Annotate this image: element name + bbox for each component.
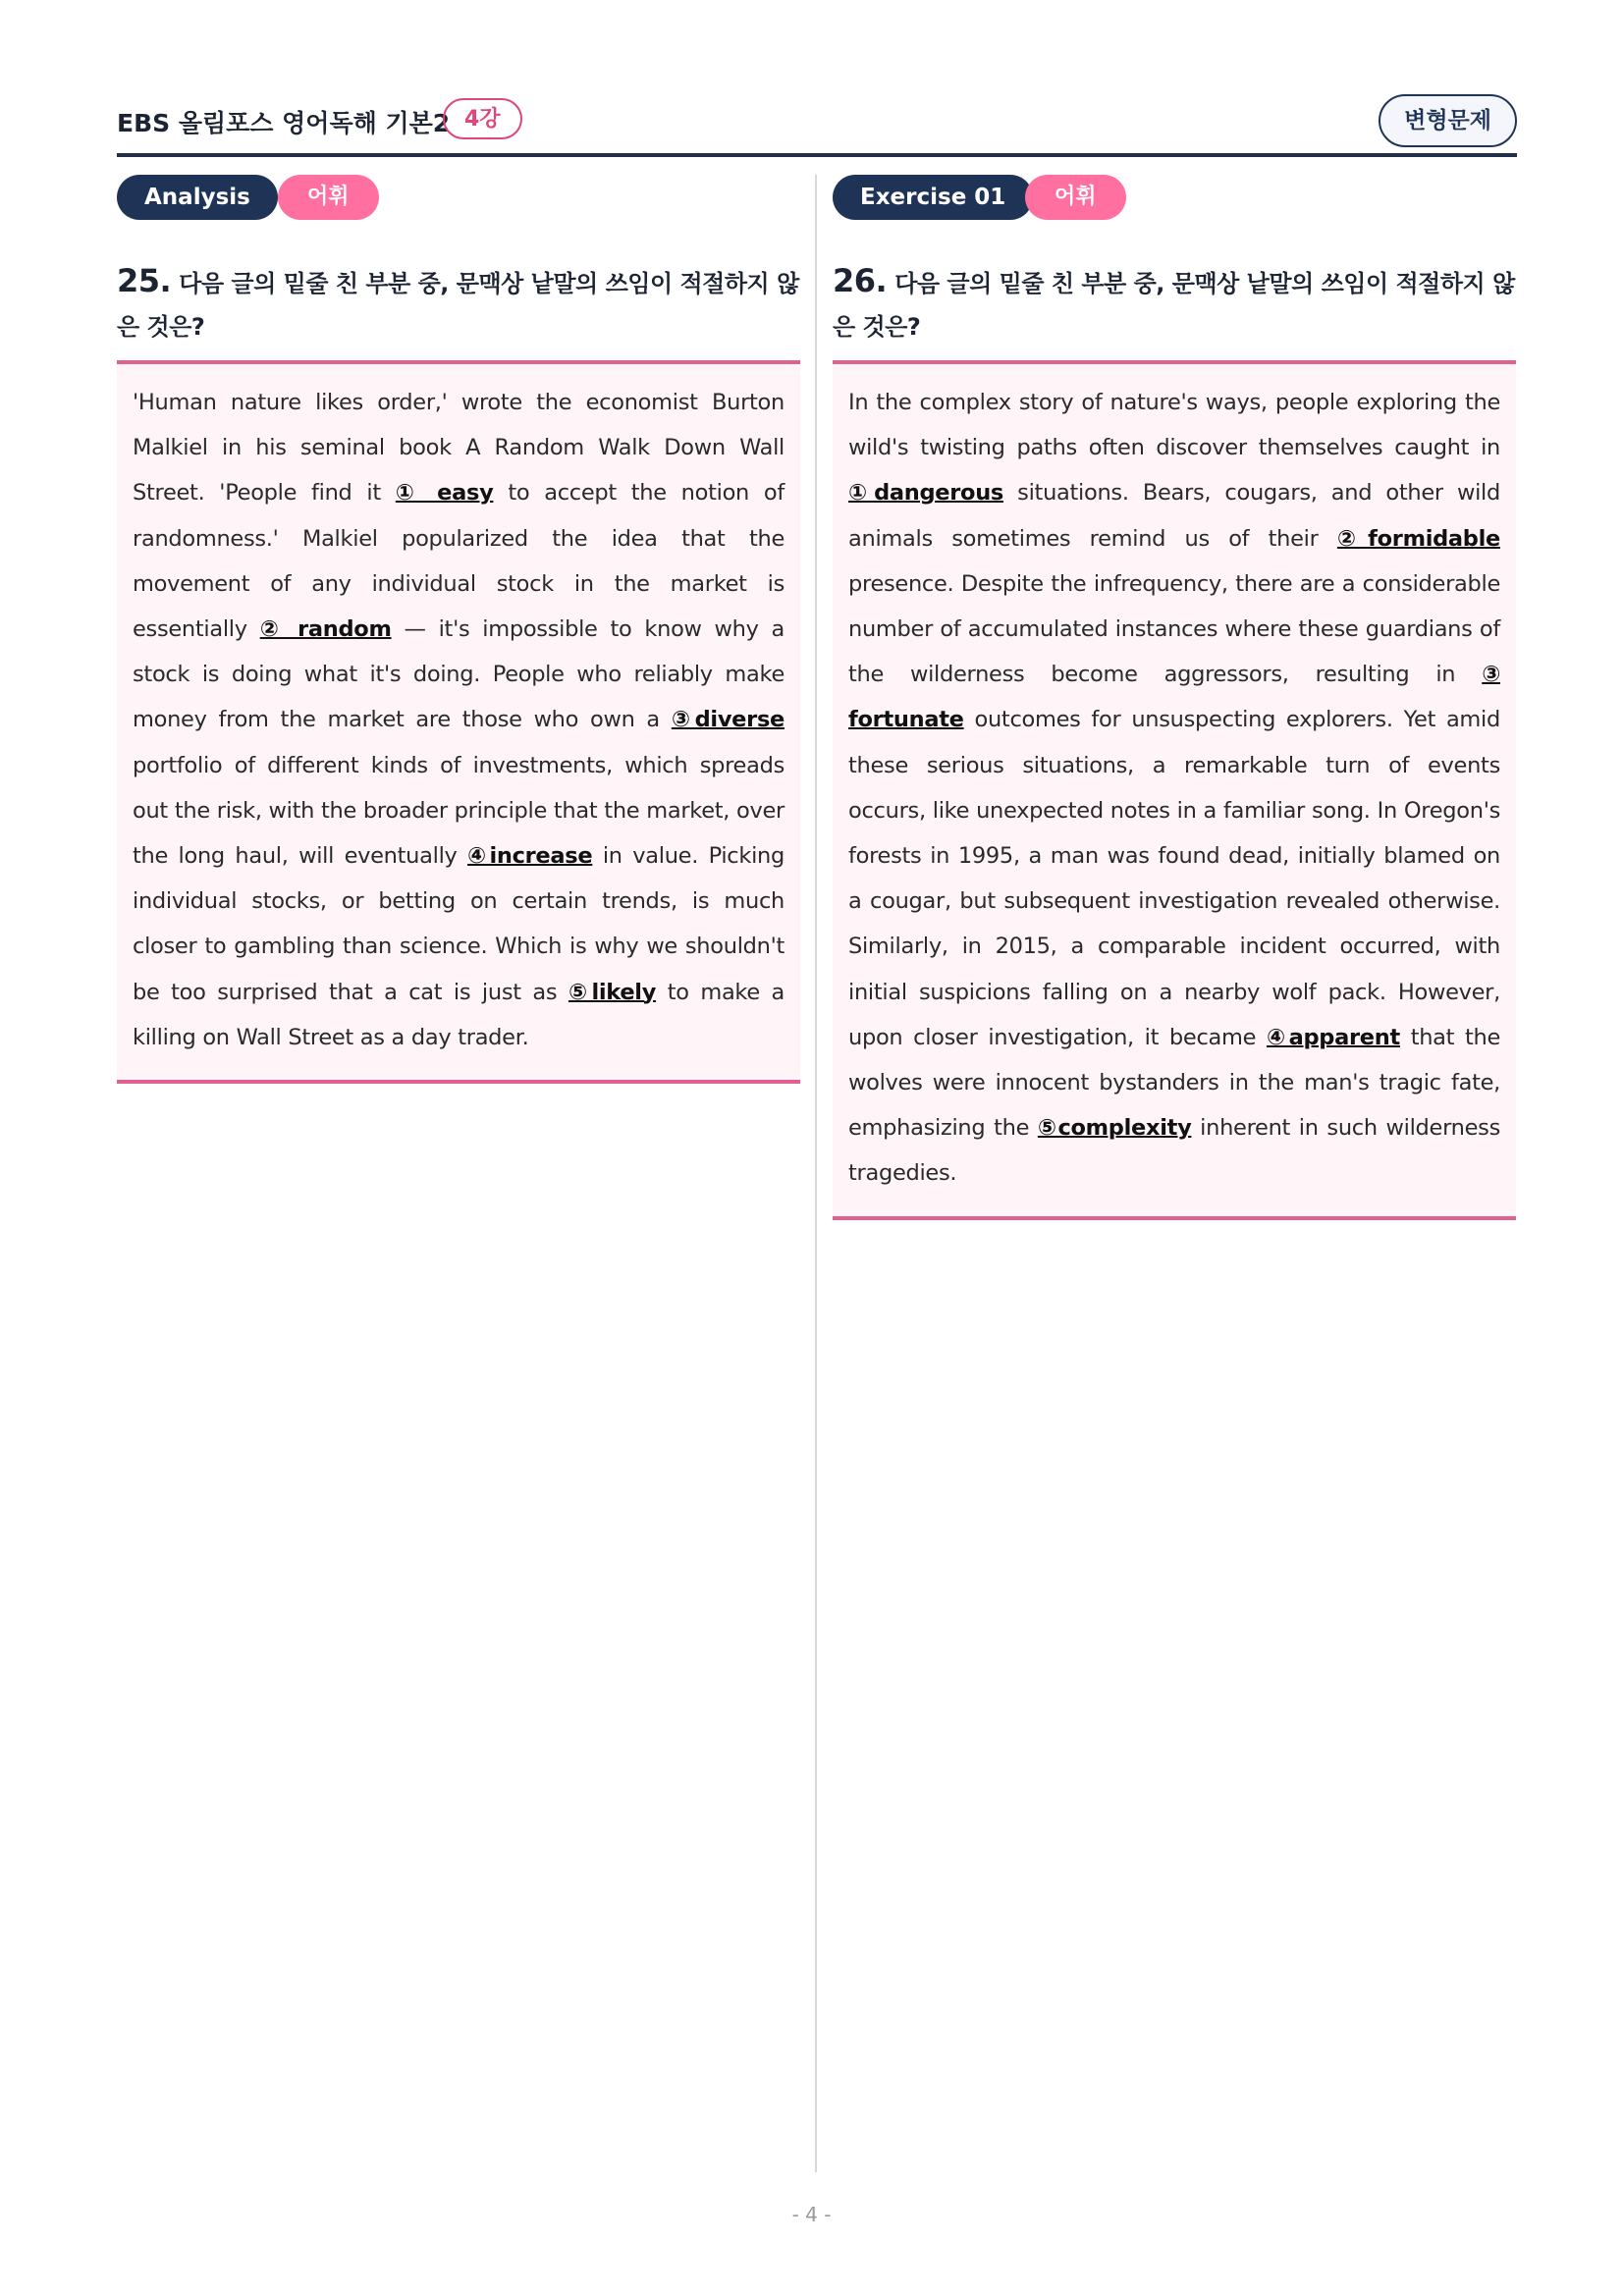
exercise-tag: Exercise 01 bbox=[833, 175, 1033, 220]
question-text: 다음 글의 밑줄 친 부분 중, 문맥상 낱말의 쓰임이 적절하지 않은 것은? bbox=[117, 270, 799, 341]
question-26 bbox=[833, 259, 1516, 348]
passage-segment: presence. Despite the infrequency, there are a considerable number of accumulated instances where these guardians of the wilderness become aggressors, resulting in bbox=[848, 570, 1500, 688]
passage-box bbox=[117, 360, 800, 1084]
passage-segment: In the complex story of nature's ways, people exploring the wild's twisting paths often discover themselves caught in bbox=[848, 390, 1500, 461]
question-text: 다음 글의 밑줄 친 부분 중, 문맥상 낱말의 쓰임이 적절하지 않은 것은? bbox=[833, 270, 1515, 341]
passage-segment: — it's impossible to know why a stock is doing what it's doing. People who reliably make money from the market are those who own a bbox=[133, 616, 785, 733]
passage-box bbox=[833, 360, 1516, 1220]
passage-segment: inherent in such wilderness tragedies. bbox=[848, 1115, 1500, 1187]
right-column bbox=[833, 175, 1516, 1220]
underlined-word-2: ②formidable bbox=[1336, 525, 1500, 552]
passage-segment: outcomes for unsuspecting explorers. Yet amid these serious situations, a remarkable turn of events occurs, like unexpected notes in a familiar song. In Oregon's forests in 1995, a man was found dead, initially blamed on a cougar, but subsequent investigation revealed otherwise. Similarly, in 2015, a comparable incident occurred, with initial suspicions falling on a nearby wolf pack. However, upon closer investigation, it became bbox=[848, 707, 1500, 1050]
question-number: 25. bbox=[117, 262, 172, 299]
question-number: 26. bbox=[833, 262, 888, 299]
underlined-word-5: ⑤complexity bbox=[1037, 1115, 1192, 1142]
passage-segment: in value. Picking individual stocks, or betting on certain trends, is much closer to gambling than science. Which is why we shouldn't be too surprised that a cat is just as bbox=[133, 843, 784, 1005]
passage-segment: situations. Bears, cougars, and other wild animals sometimes remind us of their bbox=[848, 480, 1500, 552]
underlined-word-5: ⑤likely bbox=[568, 979, 657, 1005]
right-tags bbox=[833, 175, 1516, 222]
analysis-tag: Analysis bbox=[117, 175, 278, 220]
page-header bbox=[117, 94, 1517, 157]
passage-segment: portfolio of different kinds of investments, which spreads out the risk, with the broader principle that the market, over the long haul, will eventually bbox=[133, 752, 784, 870]
underlined-word-1: ① easy bbox=[395, 480, 494, 507]
vocabulary-tag: 어휘 bbox=[1025, 175, 1126, 220]
passage-segment: to accept the notion of randomness.' Malkiel popularized the idea that the movement of any individual stock in the market is essentially bbox=[133, 480, 784, 643]
lesson-badge: 4강 bbox=[443, 98, 522, 139]
book-title: EBS 올림포스 영어독해 기본2 bbox=[117, 109, 451, 137]
underlined-word-1: ①dangerous bbox=[848, 480, 1004, 507]
left-tags bbox=[117, 175, 800, 222]
underlined-word-4: ④increase bbox=[467, 843, 593, 870]
underlined-word-4: ④apparent bbox=[1266, 1024, 1400, 1050]
underlined-word-2: ② random bbox=[259, 616, 392, 643]
underlined-word-3: ③diverse bbox=[671, 707, 784, 733]
passage-text bbox=[133, 380, 784, 1060]
passage-segment: that the wolves were innocent bystanders in the man's tragic fate, emphasizing the bbox=[848, 1024, 1500, 1142]
vocabulary-tag: 어휘 bbox=[278, 175, 379, 220]
page-number: - 4 - bbox=[791, 2203, 832, 2226]
passage-text bbox=[848, 380, 1500, 1197]
column-divider bbox=[815, 175, 817, 2172]
passage-segment: to make a killing on Wall Street as a day trader. bbox=[133, 979, 785, 1050]
problem-type-badge: 변형문제 bbox=[1379, 94, 1517, 147]
underlined-word-3: ③ fortunate bbox=[848, 662, 1500, 733]
left-column bbox=[117, 175, 800, 1084]
passage-segment: 'Human nature likes order,' wrote the economist Burton Malkiel in his seminal book A Random Walk Down Wall Street. 'People find it bbox=[133, 390, 784, 507]
question-25 bbox=[117, 259, 800, 348]
